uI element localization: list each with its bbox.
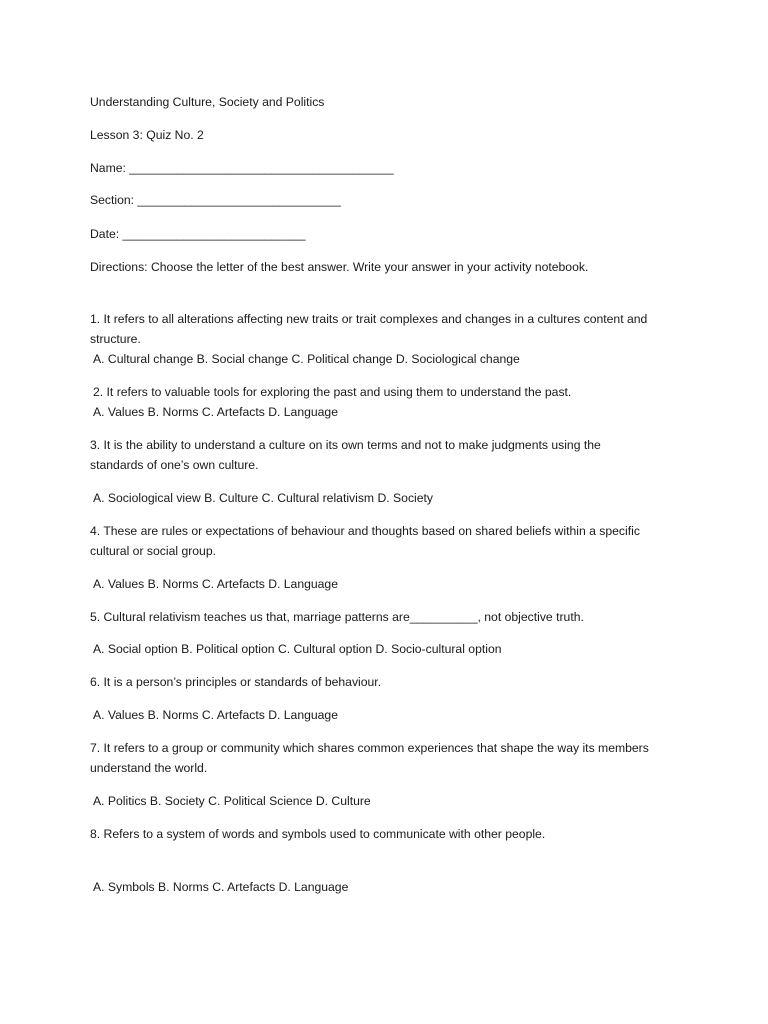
question-3-choices: A. Sociological view B. Culture C. Cultural relativism D. Society [93,491,434,505]
question-6-text: 6. It is a person’s principles or standards of behaviour. [90,675,382,689]
question-2-choices: A. Values B. Norms C. Artefacts D. Language [93,405,338,419]
question-6-choices: A. Values B. Norms C. Artefacts D. Language [93,708,338,722]
subject-title: Understanding Culture, Society and Politics [90,95,325,109]
question-4-choices: A. Values B. Norms C. Artefacts D. Language [93,577,338,591]
question-5-choices: A. Social option B. Political option C. Cultural option D. Socio-cultural option [93,642,502,656]
date-field-line: Date: ___________________________ [90,227,306,241]
question-8-choices: A. Symbols B. Norms C. Artefacts D. Language [93,880,349,894]
question-1-text: 1. It refers to all alterations affecting new traits or trait complexes and changes in a cultures content and structure. [90,312,648,346]
question-7-text: 7. It refers to a group or community which shares common experiences that shape the way its members understand the world. [90,741,649,775]
quiz-title: Lesson 3: Quiz No. 2 [90,128,204,142]
question-1-choices: A. Cultural change B. Social change C. Political change D. Sociological change [93,352,520,366]
question-4-text: 4. These are rules or expectations of behaviour and thoughts based on shared beliefs within a specific cultural or social group. [90,524,640,558]
section-field-line: Section: ______________________________ [90,193,341,207]
question-5-text: 5. Cultural relativism teaches us that, marriage patterns are__________, not objective truth. [90,610,584,624]
question-2-text: 2. It refers to valuable tools for exploring the past and using them to understand the past. [93,385,572,399]
directions-text: Directions: Choose the letter of the best answer. Write your answer in your activity notebook. [90,260,589,274]
name-field-line: Name: _______________________________________ [90,161,394,175]
question-8-text: 8. Refers to a system of words and symbols used to communicate with other people. [90,827,546,841]
question-7-choices: A. Politics B. Society C. Political Science D. Culture [93,794,371,808]
question-3-text: 3. It is the ability to understand a culture on its own terms and not to make judgments using the standards of one’s own culture. [90,438,601,472]
